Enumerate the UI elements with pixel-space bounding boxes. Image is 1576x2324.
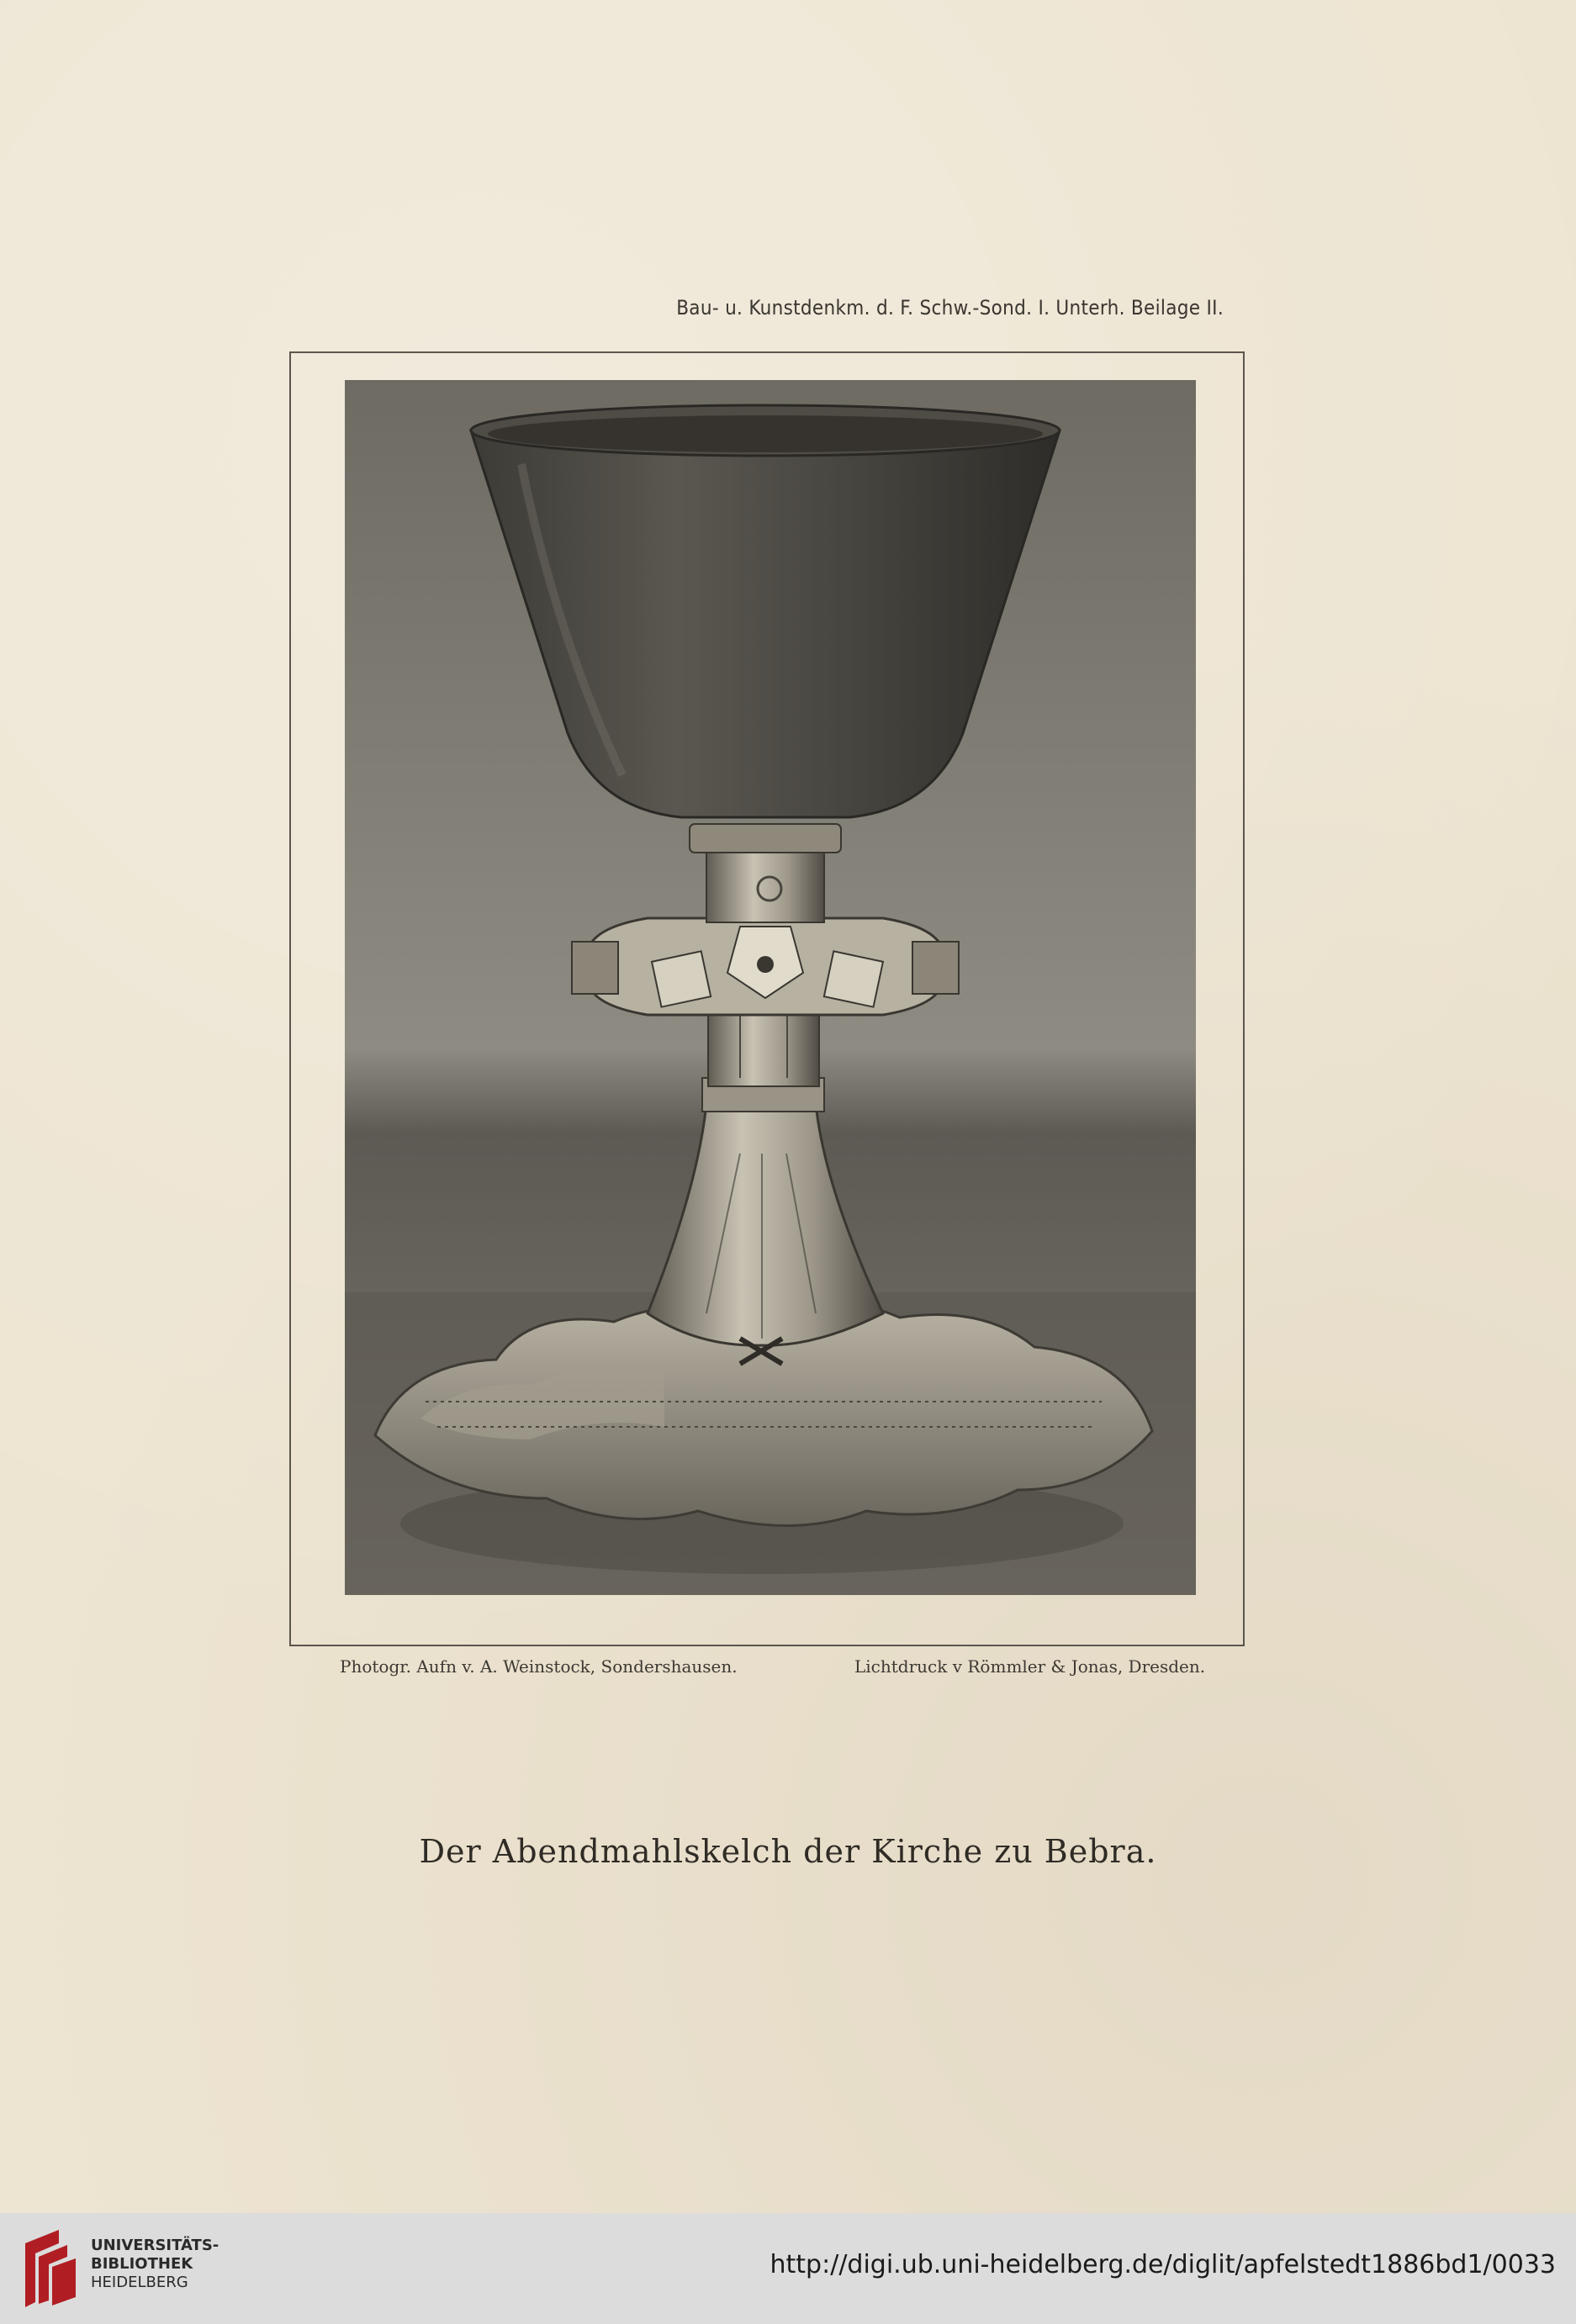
print-credit: Lichtdruck v Römmler & Jonas, Dresden. [854, 1656, 1206, 1677]
library-name-line3: HEIDELBERG [91, 2274, 188, 2291]
chalice-illustration [345, 380, 1196, 1595]
plate-caption: Der Abendmahlskelch der Kirche zu Bebra. [419, 1833, 1157, 1870]
library-name [91, 2237, 276, 2292]
permalink-url[interactable]: http://digi.ub.uni-heidelberg.de/diglit/apfelstedt1886bd1/0033 [769, 2250, 1556, 2279]
chalice-photograph [345, 380, 1196, 1595]
university-library-logo-icon [17, 2226, 81, 2311]
library-footer [0, 2213, 1576, 2324]
running-title: Bau- u. Kunstdenkm. d. F. Schw.-Sond. I. Unterh. Beilage II. [676, 296, 1224, 320]
library-name-line1: UNIVERSITÄTS- [91, 2237, 219, 2254]
photo-credit: Photogr. Aufn v. A. Weinstock, Sondershausen. [340, 1656, 738, 1677]
library-name-line2: BIBLIOTHEK [91, 2255, 193, 2273]
